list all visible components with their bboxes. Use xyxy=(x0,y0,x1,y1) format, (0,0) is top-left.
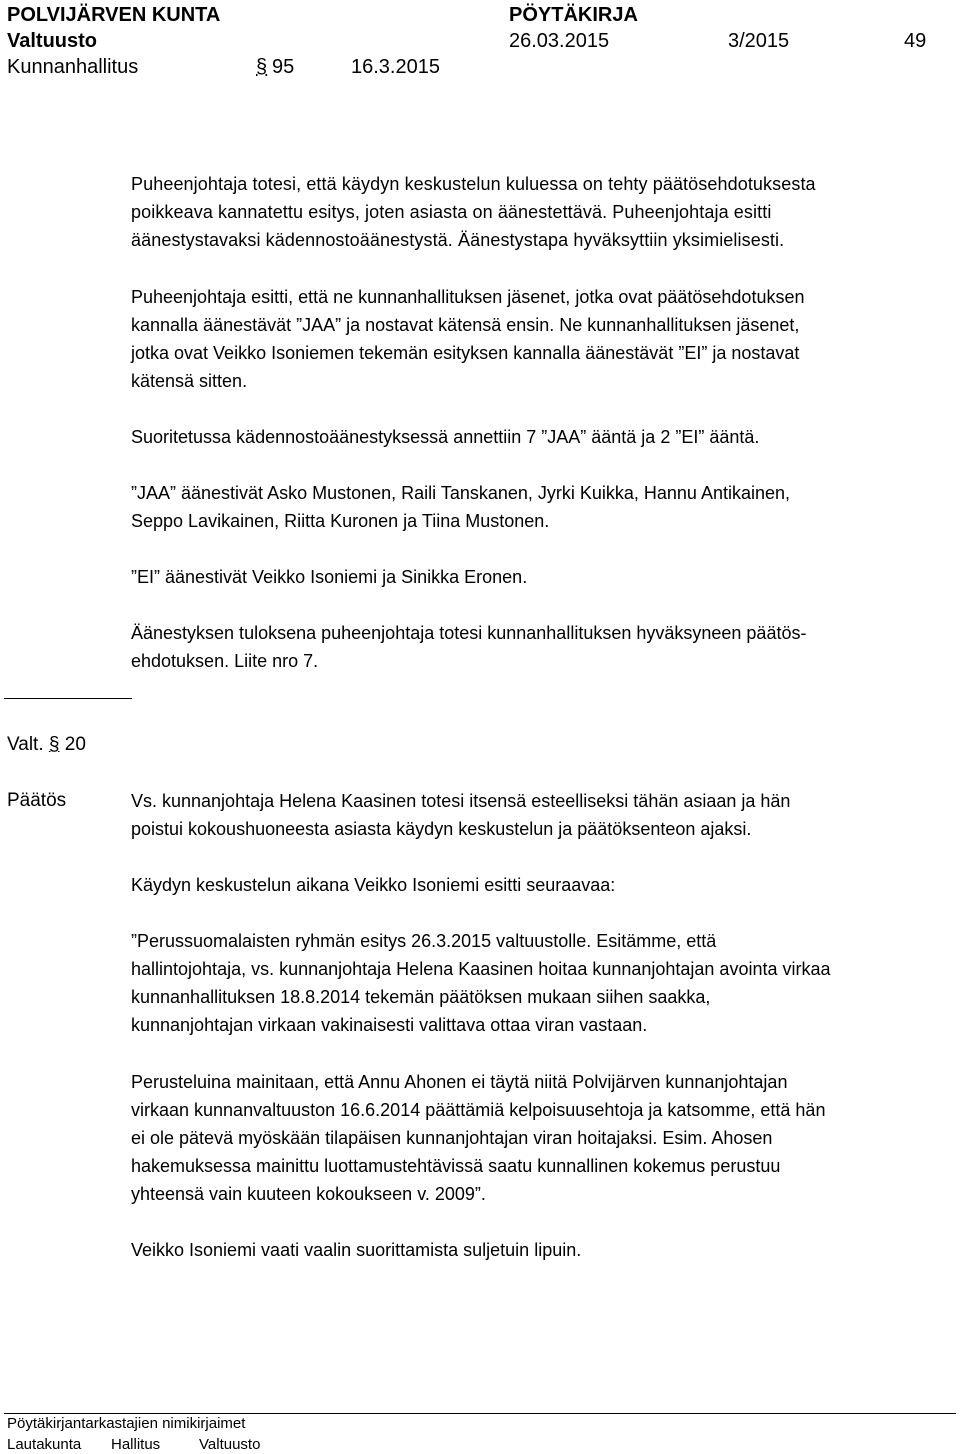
reference-body: Kunnanhallitus xyxy=(7,56,139,78)
footer-col-hallitus: Hallitus xyxy=(111,1436,161,1453)
reference-section-symbol: § xyxy=(256,56,268,78)
paragraph-decision-outcome: Äänestyksen tuloksena puheenjohtaja totesi kunnanhallituksen hyväksyneen päätös- ehdotuksen. Liite nro 7. xyxy=(131,623,807,671)
reference-date: 16.3.2015 xyxy=(351,56,440,78)
paragraph-vote-result: Suoritetussa kädennostoäänestyksessä annettiin 7 ”JAA” ääntä ja 2 ”EI” ääntä. xyxy=(131,427,760,447)
paragraph-voting-instructions: Puheenjohtaja esitti, että ne kunnanhallituksen jäsenet, jotka ovat päätösehdotuksen kannalla äänestävät ”JAA” ja nostavat kätensä ensin. Ne kunnanhallituksen jäsenet, jotka ovat Veikko Isoniemen tekemän esityksen kannalla äänestävät ”EI” ja nostavat kätensä sitten. xyxy=(131,287,805,391)
footer-col-valtuusto: Valtuusto xyxy=(199,1436,261,1453)
meeting-number: 3/2015 xyxy=(728,30,790,52)
paragraph-secret-ballot: Veikko Isoniemi vaati vaalin suorittamista suljetuin lipuin. xyxy=(131,1240,582,1260)
meeting-date: 26.03.2015 xyxy=(509,30,610,52)
organization-name: POLVIJÄRVEN KUNTA xyxy=(7,4,221,26)
reference-section-number: 95 xyxy=(272,56,295,78)
valt-section-symbol: § xyxy=(48,734,60,755)
paragraph-justification: Perusteluina mainitaan, että Annu Ahonen ei täytä niitä Polvijärven kunnanjohtajan virkaan kunnanvaltuuston 16.6.2014 päättämiä kelpoisuusehtoja ja katsomme, että hän ei ole pätevä myöskään tilapäisen kunnanjohtajan viran hoitajaksi. Esim. Ahosen hakemuksessa mainittu luottamustehtävissä saatu kunnallinen kokemus perustuu yhteensä vain kuuteen kokoukseen v. 2009”. xyxy=(131,1072,826,1204)
document-type: PÖYTÄKIRJA xyxy=(509,4,638,26)
page-number: 49 xyxy=(904,30,927,52)
paragraph-voting-method: Puheenjohtaja totesi, että käydyn keskustelun kuluessa on tehty päätösehdotuksesta poikkeava kannatettu esitys, joten asiasta on äänestettävä. Puheenjohtaja esitti äänestystavaksi kädennostoäänestystä. Äänestystapa hyväksyttiin yksimielisesti. xyxy=(131,174,816,250)
footer-title: Pöytäkirjantarkastajien nimikirjaimet xyxy=(7,1415,246,1432)
paragraph-proposal-intro: Käydyn keskustelun aikana Veikko Isoniemi esitti seuraavaa: xyxy=(131,875,616,895)
section-divider xyxy=(4,698,132,699)
paragraph-group-proposal: ”Perussuomalaisten ryhmän esitys 26.3.2015 valtuustolle. Esitämme, että hallintojohtaja, vs. kunnanjohtaja Helena Kaasinen hoitaa kunnanjohtajan avointa virkaa kunnanhallituksen 18.8.2014 tekemän päätöksen mukaan siihen saakka, kunnanjohtajan virkaan vakinaisesti valittava ottaa viran vastaan. xyxy=(131,931,831,1035)
decision-label: Päätös xyxy=(7,790,67,811)
footer-rule xyxy=(4,1413,956,1414)
valt-label: Valt. xyxy=(7,734,44,755)
paragraph-conflict-of-interest: Vs. kunnanjohtaja Helena Kaasinen totesi itsensä esteelliseksi tähän asiaan ja hän poistui kokoushuoneesta asiasta käydyn keskustelun ja päätöksenteon ajaksi. xyxy=(131,791,791,839)
meeting-body: Valtuusto xyxy=(7,30,98,52)
valt-section-number: 20 xyxy=(64,734,86,755)
valt-section-heading xyxy=(7,731,86,759)
footer-col-lautakunta: Lautakunta xyxy=(7,1436,82,1453)
paragraph-yes-voters: ”JAA” äänestivät Asko Mustonen, Raili Tanskanen, Jyrki Kuikka, Hannu Antikainen, Seppo Lavikainen, Riitta Kuronen ja Tiina Mustonen. xyxy=(131,483,791,531)
paragraph-no-voters: ”EI” äänestivät Veikko Isoniemi ja Sinikka Eronen. xyxy=(131,567,528,587)
